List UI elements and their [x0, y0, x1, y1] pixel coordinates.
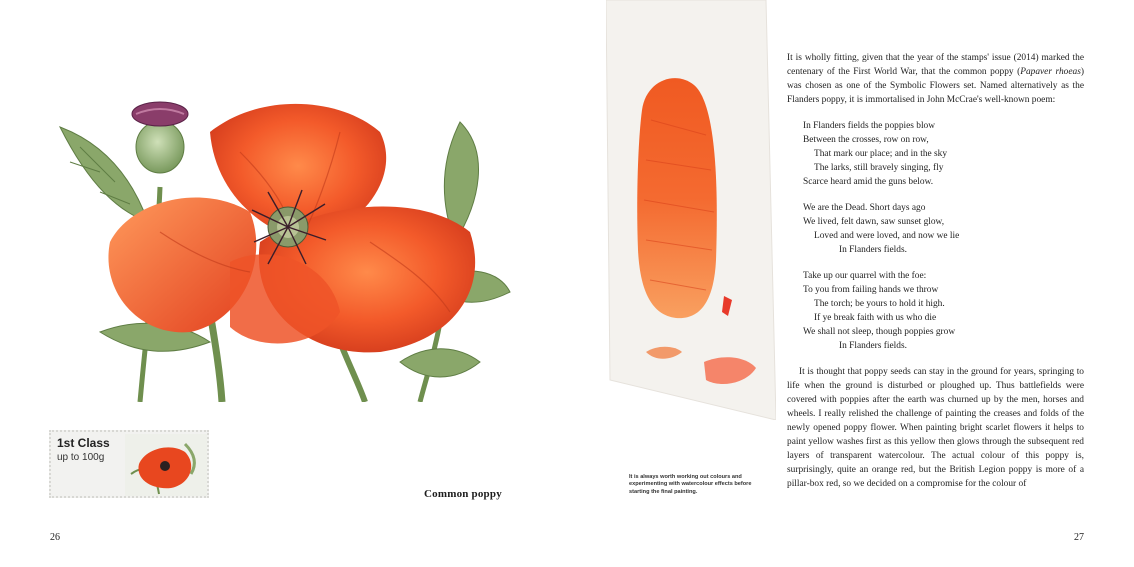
- poem-line: We lived, felt dawn, saw sunset glow,: [803, 217, 945, 227]
- intro-text-before: It is wholly fitting, given that the year of the stamps' issue (2014) marked the centenary of the First World War, that the common poppy (: [787, 53, 1084, 77]
- poppy-illustration: [40, 92, 520, 402]
- poem-line: We are the Dead. Short days ago: [803, 203, 926, 213]
- poem-line: Take up our quarrel with the foe:: [803, 271, 927, 281]
- poem-line: That mark our place; and in the sky: [814, 149, 948, 159]
- poem-line: To you from failing hands we throw: [803, 285, 939, 295]
- poem-line: Scarce heard amid the guns below.: [803, 177, 934, 187]
- stamp-poppy-image: [125, 434, 207, 496]
- page-number-right: 27: [1074, 532, 1084, 543]
- illustration-caption: Common poppy: [424, 488, 502, 500]
- page-number-left: 26: [50, 532, 60, 543]
- watercolour-swatch: [606, 0, 776, 420]
- stamp-class-label: 1st Class: [57, 436, 110, 450]
- poem-line: In Flanders fields.: [839, 341, 907, 351]
- poem-line: In Flanders fields the poppies blow: [803, 121, 936, 131]
- intro-text-after: ) was chosen as one of the Symbolic Flowers set. Named alternatively as the Flanders poppy, it is immortalised in John McCrae's well-known poem:: [787, 67, 1084, 105]
- postage-stamp: [49, 430, 209, 498]
- poem-line: In Flanders fields.: [839, 245, 907, 255]
- poem-stanza: [803, 119, 1084, 189]
- latin-name: Papaver rhoeas: [1020, 67, 1081, 77]
- poem-line: The larks, still bravely singing, fly: [814, 163, 944, 173]
- second-paragraph: It is thought that poppy seeds can stay in the ground for years, springing to life when the ground is disturbed or ploughed up. Thus battlefields were covered with poppies after the earth was churned up by the men, horses and wheels. I really relished the challenge of painting the creases and folds of the newly opened poppy flower. When painting bright scarlet flowers it helps to paint yellow washes first as this yellow then glows through the subsequent red layers of transparent watercolour. The actual colour of this poppy is, surprisingly, quite an orange red, but the British Legion poppy is more of a pillar-box red, so we decided on a compromise for the colour of: [787, 367, 1084, 489]
- poem-line: We shall not sleep, though poppies grow: [803, 327, 956, 337]
- poem-line: If ye break faith with us who die: [814, 313, 937, 323]
- poem: [803, 119, 1084, 353]
- intro-paragraph: [787, 51, 1084, 107]
- poem-line: Between the crosses, row on row,: [803, 135, 929, 145]
- poem-line: Loved and were loved, and now we lie: [814, 231, 960, 241]
- stamp-weight-label: up to 100g: [57, 452, 105, 463]
- swatch-caption: It is always worth working out colours and experimenting with watercolour effects before starting the final painting.: [629, 474, 752, 495]
- poem-stanza: [803, 269, 1084, 353]
- body-text: [787, 51, 1084, 491]
- poem-stanza: [803, 201, 1084, 257]
- poem-line: The torch; be yours to hold it high.: [814, 299, 945, 309]
